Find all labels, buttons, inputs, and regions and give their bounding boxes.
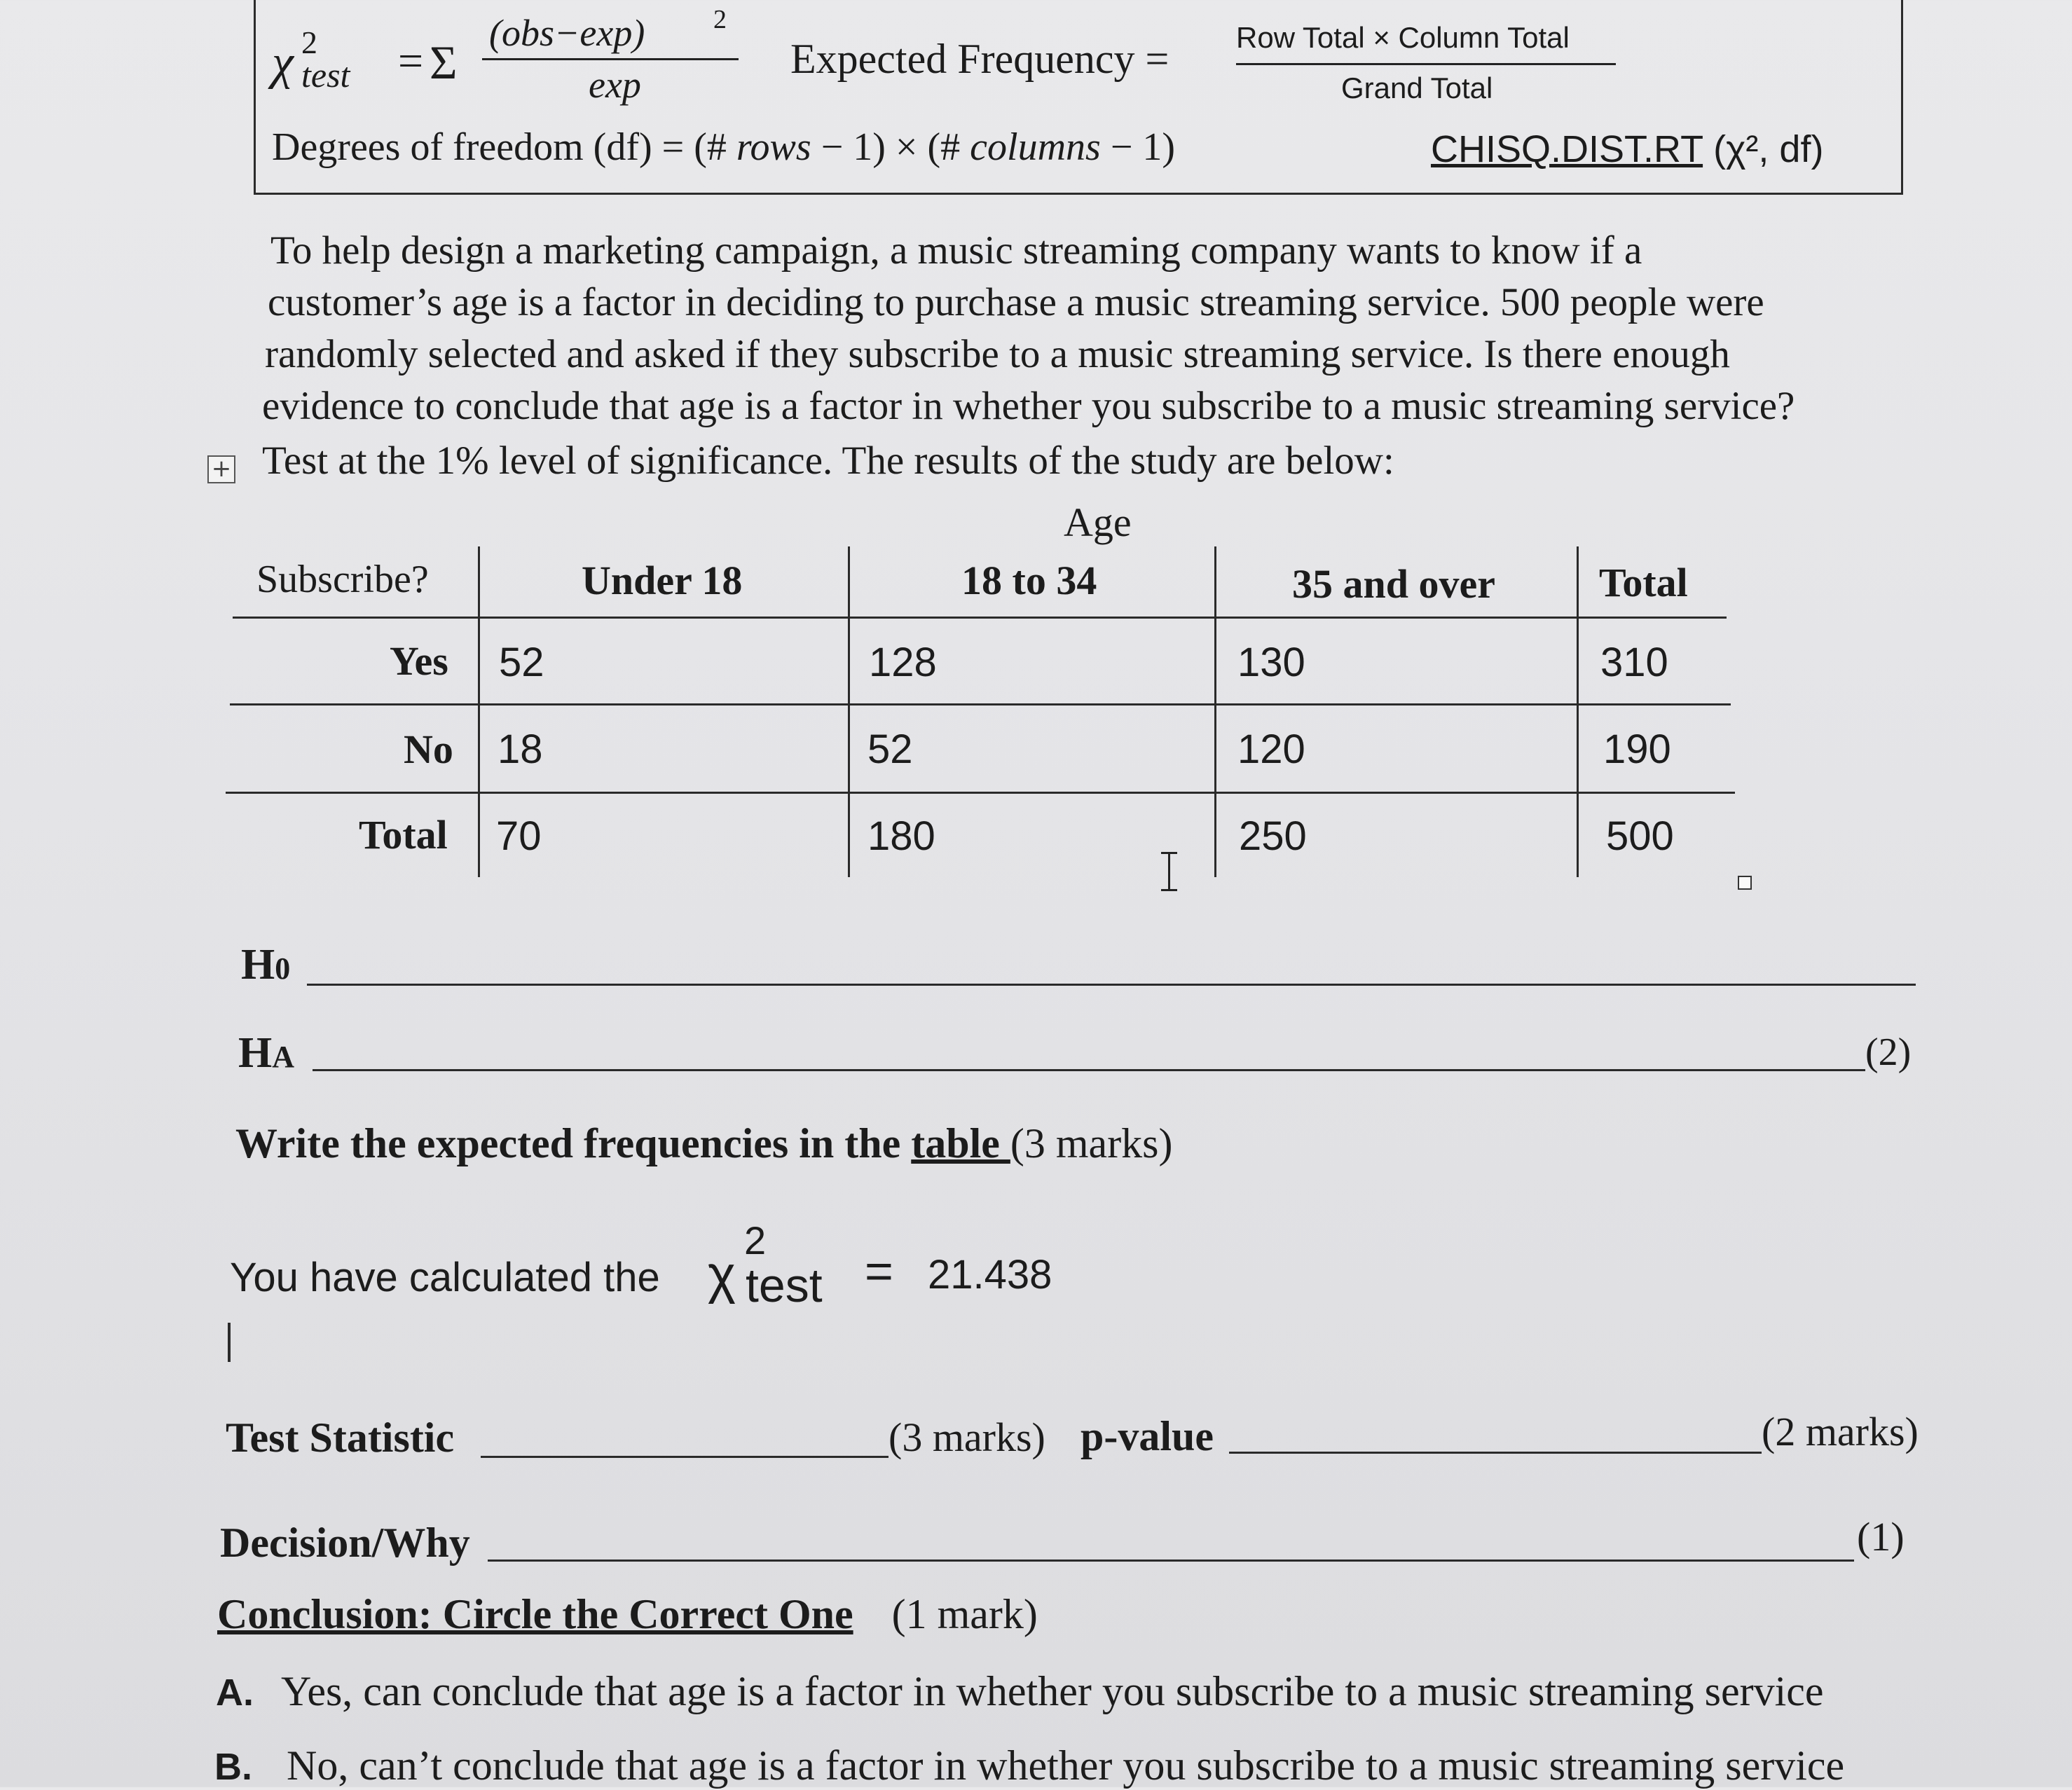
null-hypothesis-label <box>241 940 290 990</box>
table-divider <box>230 703 1731 705</box>
calculated-prefix: You have calculated the <box>230 1255 660 1300</box>
h0-subscript: 0 <box>275 951 291 986</box>
numerator-sup: 2 <box>713 5 727 34</box>
column-header-under-18: Under 18 <box>582 558 743 603</box>
cell-yes-18-to-34[interactable]: 128 <box>869 640 937 685</box>
table-divider <box>226 792 1735 794</box>
text-caret <box>228 1323 231 1362</box>
chi-sub: test <box>301 55 350 95</box>
conclusion-label: Conclusion: Circle the Correct One <box>217 1591 853 1637</box>
option-b-letter: B. <box>214 1746 252 1788</box>
degrees-of-freedom <box>272 125 1175 170</box>
row-label-yes: Yes <box>390 638 448 684</box>
expected-denominator: Grand Total <box>1341 71 1493 104</box>
table-resize-handle-icon[interactable] <box>1738 876 1752 890</box>
expected-fraction-bar <box>1236 63 1616 65</box>
df-end: − 1) <box>1110 125 1176 169</box>
table-move-handle-icon[interactable]: + <box>207 455 235 483</box>
cell-no-18-to-34[interactable]: 52 <box>867 727 913 772</box>
calculated-chi-sub: test <box>746 1259 823 1312</box>
df-mid: − 1) × (# <box>821 125 961 169</box>
prompt-text: Write the expected frequencies in the <box>235 1120 912 1166</box>
cell-total-18-to-34[interactable]: 180 <box>867 813 935 859</box>
cell-total-35-and-over[interactable]: 250 <box>1239 813 1307 859</box>
alt-hypothesis-answer-line[interactable] <box>313 1069 1865 1071</box>
ha-letter: H <box>238 1029 273 1077</box>
sigma-symbol: Σ <box>430 36 458 89</box>
df-columns: columns <box>970 125 1101 169</box>
cell-no-total[interactable]: 190 <box>1603 727 1671 772</box>
ha-subscript: A <box>272 1040 295 1074</box>
question-line-3: randomly selected and asked if they subscribe to a music streaming service. Is there enough <box>265 332 1730 376</box>
chi-symbol: χ <box>272 36 294 90</box>
table-link[interactable]: table <box>911 1120 1010 1166</box>
calculated-equals: = <box>865 1244 893 1298</box>
column-header-35-and-over: 35 and over <box>1292 561 1495 607</box>
decision-label: Decision/Why <box>220 1520 470 1566</box>
p-value-label: p-value <box>1080 1413 1214 1459</box>
conclusion-marks: (1 mark) <box>891 1591 1038 1637</box>
table-divider <box>233 617 1727 619</box>
denominator: exp <box>589 64 641 106</box>
cell-total-under-18[interactable]: 70 <box>496 813 542 859</box>
table-divider <box>1577 546 1579 877</box>
cell-yes-35-and-over[interactable]: 130 <box>1237 640 1305 685</box>
chi-square-formula <box>272 5 762 106</box>
question-line-1: To help design a marketing campaign, a music streaming company wants to know if a <box>270 228 1642 273</box>
cell-no-under-18[interactable]: 18 <box>498 727 543 772</box>
expected-frequency-formula <box>790 14 1631 105</box>
h0-letter: H <box>241 941 275 989</box>
text-cursor-icon <box>1159 849 1180 894</box>
test-statistic-marks: (3 marks) <box>889 1414 1045 1460</box>
test-statistic-label: Test Statistic <box>226 1414 455 1461</box>
expected-frequencies-prompt <box>235 1120 1173 1168</box>
decision-marks: (1) <box>1857 1514 1905 1560</box>
excel-function-name: CHISQ.DIST.RT <box>1431 128 1703 170</box>
equals-sign: = <box>398 36 424 85</box>
numerator: (obs−exp) <box>489 12 645 54</box>
column-header-18-to-34: 18 to 34 <box>961 558 1097 603</box>
question-line-2: customer’s age is a factor in deciding to purchase a music streaming service. 500 people were <box>268 280 1764 324</box>
conclusion-heading <box>217 1590 1038 1639</box>
table-group-label: Age <box>1064 500 1132 545</box>
alt-hypothesis-label <box>238 1028 294 1078</box>
option-a-letter: A. <box>216 1672 254 1714</box>
calculated-value: 21.438 <box>928 1252 1052 1297</box>
excel-function-args: (χ², df) <box>1713 128 1824 170</box>
cell-yes-under-18[interactable]: 52 <box>499 640 544 685</box>
table-divider <box>1214 546 1216 877</box>
df-label: Degrees of freedom (df) = (# <box>272 125 727 169</box>
p-value-answer-line[interactable] <box>1229 1452 1762 1454</box>
chi-sup: 2 <box>301 25 317 60</box>
row-label-total: Total <box>359 812 448 858</box>
row-label-no: No <box>404 727 453 772</box>
fraction-bar <box>482 58 739 60</box>
df-rows: rows <box>736 125 811 169</box>
calculated-chi-symbol: χ <box>708 1245 736 1304</box>
cell-yes-total[interactable]: 310 <box>1600 640 1668 685</box>
option-a-text: Yes, can conclude that age is a factor in whether you subscribe to a music streaming service <box>281 1668 1824 1714</box>
cell-no-35-and-over[interactable]: 120 <box>1237 727 1305 772</box>
prompt-marks: (3 marks) <box>1010 1120 1173 1166</box>
question-line-4: evidence to conclude that age is a factor in whether you subscribe to a music streaming service? <box>262 384 1795 428</box>
excel-function <box>1431 128 1823 171</box>
option-b[interactable] <box>214 1742 1844 1790</box>
p-value-marks: (2 marks) <box>1762 1409 1919 1454</box>
column-header-total: Total <box>1599 560 1688 605</box>
expected-label: Expected Frequency = <box>790 36 1169 82</box>
table-corner-label: Subscribe? <box>256 558 429 601</box>
decision-answer-line[interactable] <box>488 1560 1854 1562</box>
option-a[interactable] <box>216 1667 1824 1716</box>
test-statistic-answer-line[interactable] <box>481 1456 889 1458</box>
calculated-chi-sup: 2 <box>744 1218 767 1262</box>
expected-numerator: Row Total × Column Total <box>1236 21 1570 54</box>
option-b-text: No, can’t conclude that age is a factor in whether you subscribe to a music streaming service <box>287 1742 1845 1789</box>
table-divider <box>848 546 850 877</box>
null-hypothesis-answer-line[interactable] <box>307 984 1916 986</box>
hypotheses-marks: (2) <box>1865 1031 1912 1074</box>
table-divider <box>478 546 480 877</box>
cell-total-total[interactable]: 500 <box>1606 813 1674 859</box>
question-line-5: Test at the 1% level of significance. The results of the study are below: <box>262 439 1394 483</box>
